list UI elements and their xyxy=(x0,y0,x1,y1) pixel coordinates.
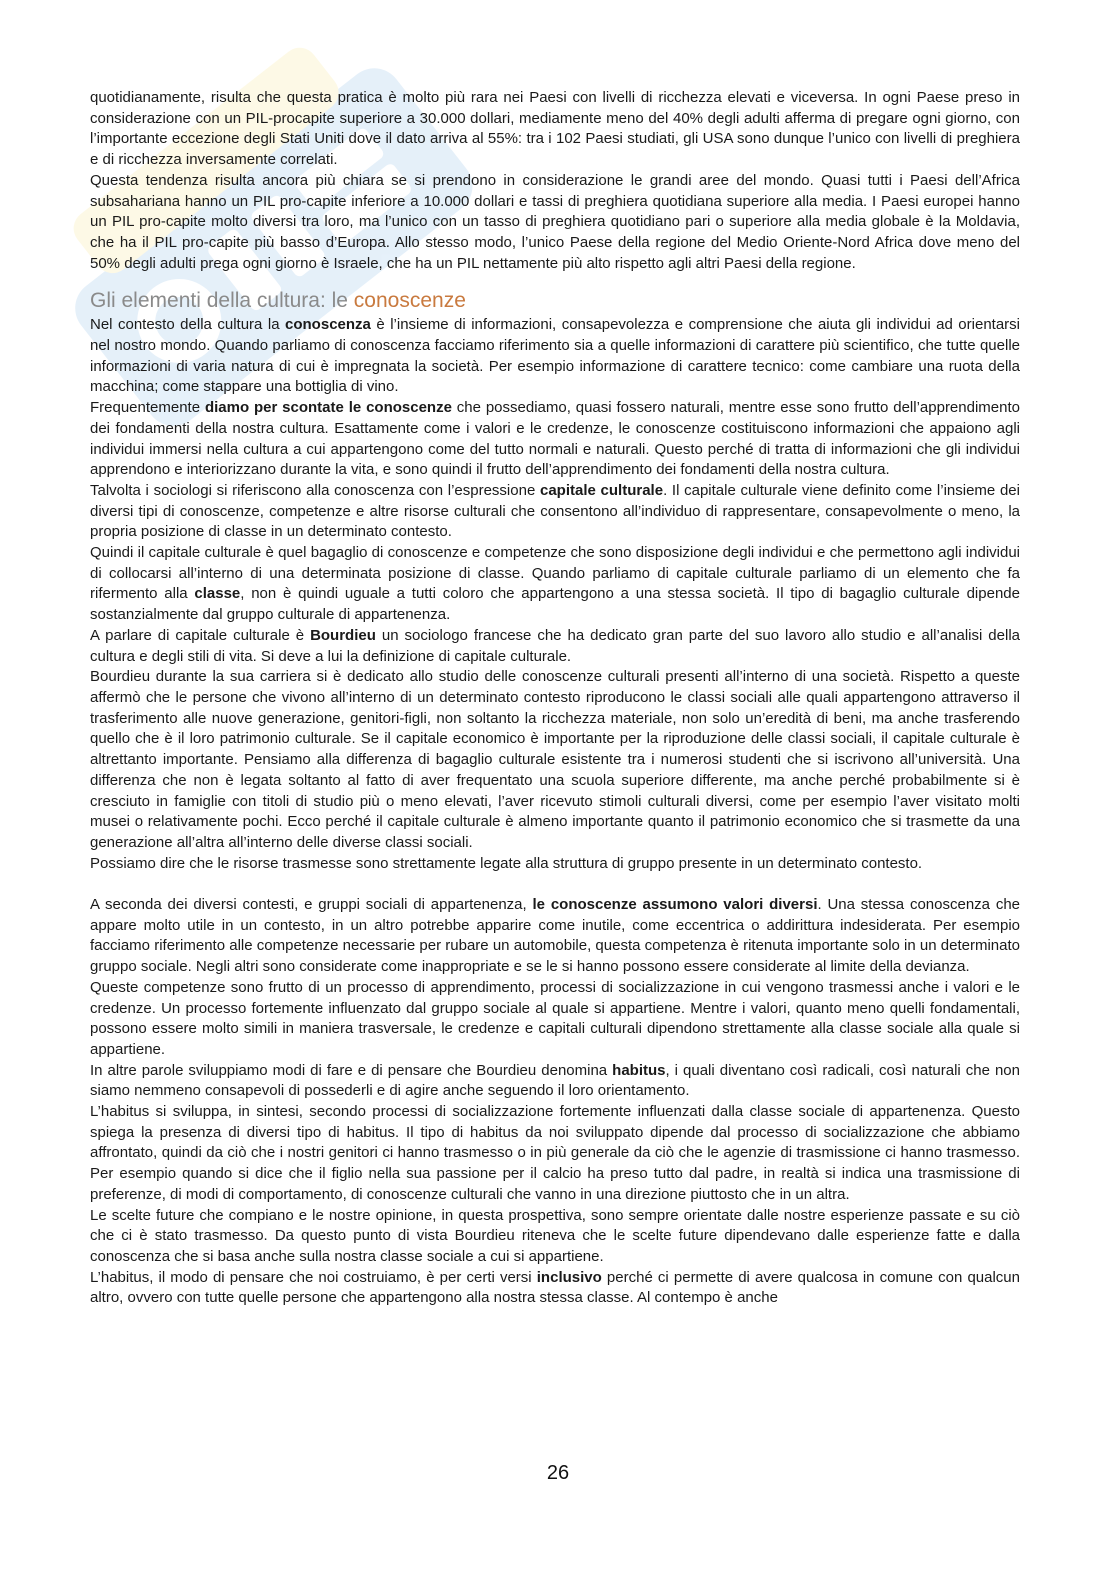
paragraph-text: . Il capitale culturale viene definito come l’insieme dei diversi tipi di conoscenze, competenze e altre risorse culturali che consentono all’individuo di rappresentare, consapevolmente o meno, la propria posizione di classe in un determinato contesto. xyxy=(90,481,1020,541)
paragraph-text: , non è quindi uguale a tutti coloro che appartengono a una stessa società. Il tipo di bagaglio culturale dipende sostanzialmente dal gruppo culturale di appartenenza. xyxy=(90,585,1020,624)
body-paragraph xyxy=(90,1268,1020,1309)
body-paragraph xyxy=(90,88,1020,171)
bold-term: capitale culturale xyxy=(539,481,664,499)
body-paragraph xyxy=(90,1206,1020,1268)
paragraph-text: Talvolta i sociologi si riferiscono alla conoscenza con l’espressione xyxy=(90,481,540,499)
paragraph-text: Nel contesto della cultura la xyxy=(90,316,286,334)
paragraph-text: . Una stessa conoscenza che appare molto utile in un contesto, in un altro potrebbe apparire come inutile, come eccentrica o addirittura indesiderata. Per esempio facciamo riferimento alle competenze necessarie per rubare un automobile, questa competenza è ritenuta importante solo in un determinato gruppo sociale. Negli altri sono considerate come inappropriate e se le si hanno possono essere considerate al limite della devianza. xyxy=(90,896,1021,976)
paragraph-text: Possiamo dire che le risorse trasmesse sono strettamente legate alla struttura di gruppo presente in un determinato contesto. xyxy=(90,854,923,872)
bold-term: diamo per scontate le conoscenze xyxy=(204,399,452,417)
paragraph-text: perché ci permette di avere qualcosa in comune con qualcun altro, ovvero con tutte quelle persone che appartengono alla nostra stessa classe. Al contempo è anche xyxy=(90,1268,1020,1307)
section-paragraphs xyxy=(90,315,1020,874)
bold-term: le conoscenze assumono valori diversi xyxy=(532,896,818,913)
bold-term: Bourdieu xyxy=(310,626,376,644)
paragraph-text: A seconda dei diversi contesti, e gruppi sociali di appartenenza, xyxy=(90,896,533,913)
bold-term: classe xyxy=(194,585,241,603)
paragraph-text: A parlare di capitale culturale è xyxy=(90,626,311,644)
body-paragraph xyxy=(90,854,1020,875)
body-paragraph xyxy=(90,1102,1020,1206)
paragraph-text: quotidianamente, risulta che questa pratica è molto più rara nei Paesi con livelli di ricchezza elevati e viceversa. In ogni Paese preso in considerazione con un PIL-procapite superiore a 30.000 dollari, mediamente meno del 40% degli adulti afferma di pregare ogni giorno, con l’importante eccezione degli Stati Uniti dove il dato arriva al 55%: tra i 102 Paesi studiati, gli USA sono dunque l’unico con livelli di preghiera e di ricchezza inversamente correlati. xyxy=(90,89,1020,169)
paragraph-text: Frequentemente xyxy=(90,399,205,417)
body-paragraph xyxy=(90,315,1020,398)
body-paragraph xyxy=(90,978,1020,1061)
body-paragraph xyxy=(90,543,1020,626)
bold-term: habitus xyxy=(612,1061,666,1079)
paragraph-text: , i quali diventano così radicali, così naturali che non siamo nemmeno consapevoli di possederli e di agire anche seguendo il loro orientamento. xyxy=(90,1061,1020,1100)
body-paragraph xyxy=(90,667,1020,853)
body-paragraph xyxy=(90,171,1020,275)
paragraph-gap xyxy=(90,874,1020,895)
paragraph-text: Quindi il capitale culturale è quel bagaglio di conoscenze e competenze che sono disposizione degli individui e che permettono agli individui di collocarsi all’interno di una determinata posizione di classe. Quando parliamo di capitale culturale parliamo di un elemento che fa rifermento alla xyxy=(90,544,1020,603)
section-heading xyxy=(90,287,1020,315)
page-number: 26 xyxy=(546,1462,570,1484)
body-paragraph xyxy=(90,398,1020,481)
bold-term: conoscenza xyxy=(285,316,371,334)
bold-term: inclusivo xyxy=(536,1268,602,1286)
section-heading-text: Gli elementi della cultura: le xyxy=(90,289,354,313)
paragraph-text: che possediamo, quasi fossero naturali, mentre esse sono frutto dell’apprendimento dei fondamenti della nostra cultura. Esattamente come i valori e le credenze, le conoscenze costituiscono informazioni che appaiono agli individui immersi nella cultura a cui appartengono come del tutto normali e naturali. Questo perché di tratta di informazioni che gli individui apprendono e interiorizzano durante la vita, e sono quindi il frutto dell’apprendimento dei fondamenti della nostra cultura. xyxy=(90,399,1020,479)
tail-paragraphs xyxy=(90,895,1020,1309)
paragraph-text: un sociologo francese che ha dedicato gran parte del suo lavoro allo studio e all’analisi della cultura e degli stili di vita. Si deve a lui la definizione di capitale culturale. xyxy=(90,626,1020,665)
paragraph-text: Bourdieu durante la sua carriera si è dedicato allo studio delle conoscenze culturali presenti all’interno di una società. Rispetto a queste affermò che le persone che vivono all’interno di un determinato contesto riproducono le classi sociali alle quali appartengono attraverso il trasferimento alle nuove generazione, genitori-figli, non soltanto la ricchezza materiale, non solo un’eredità di beni, ma anche trasferendo quello che è il loro patrimonio culturale. Se il capitale economico è importante per la riproduzione delle classi sociali, il capitale culturale è altrettanto importante. Pensiamo alla differenza di bagaglio culturale esistente tra i numerosi studenti che si iscrivono all’università. Una differenza che non è legata soltanto al fatto di aver frequentato una scuola superiore differente, ma anche perché probabilmente si è cresciuto in famiglie con titoli di studio più o meno elevati, l’aver ricevuto stimoli culturali diversi, come per esempio l’aver visitato molti musei o relativamente pochi. Ecco perché il capitale culturale è almeno importante quanto il patrimonio economico che si trasmette da una generazione all’altra all’interno delle diverse classi sociali. xyxy=(90,668,1020,851)
body-paragraph xyxy=(90,1061,1020,1102)
paragraph-text: In altre parole sviluppiamo modi di fare e di pensare che Bourdieu denomina xyxy=(90,1061,613,1079)
intro-paragraphs xyxy=(90,88,1020,274)
paragraph-text: L’habitus si sviluppa, in sintesi, secondo processi di socializzazione fortemente influenzati dalla classe sociale di appartenenza. Questo spiega la presenza di diversi tipo di habitus. Il tipo di habitus da noi sviluppato dipende dal processo di socializzazione che abbiamo affrontato, quindi da ciò che i nostri genitori ci hanno trasmesso o in più generale da ciò che le agenzie di trasmissione ci hanno trasmesso. Per esempio quando si dice che il figlio nella sua passione per il calcio ha preso tutto dal padre, in realtà si indica una trasmissione di preferenze, di modi di comportamento, di conoscenze culturali che vanno in una direzione piuttosto che in un altra. xyxy=(90,1103,1020,1203)
body-paragraph xyxy=(90,626,1020,667)
paragraph-text: è l’insieme di informazioni, consapevolezza e comprensione che aiuta gli individui ad orientarsi nel nostro mondo. Quando parliamo di conoscenza facciamo riferimento sia a quelle informazioni di carattere più scientifico, che tutte quelle informazioni di varia natura di cui è impregnata la società. Per esempio informazione di carattere tecnico: come cambiare una ruota della macchina; come stappare una bottiglia di vino. xyxy=(90,316,1020,396)
paragraph-text: Questa tendenza risulta ancora più chiara se si prendono in considerazione le grandi aree del mondo. Quasi tutti i Paesi dell’Africa subsahariana hanno un PIL pro-capite inferiore a 10.000 dollari e tassi di preghiera quotidiana superiore alla media. I Paesi europei hanno un PIL pro-capite molto diversi tra loro, ma l’unico con un tasso di preghiera quotidiano pari o superiore alla media globale è la Moldavia, che ha il PIL pro-capite più basso d’Europa. Allo stesso modo, l’unico Paese della regione del Medio Oriente-Nord Africa dove meno del 50% degli adulti prega ogni giorno è Israele, che ha un PIL nettamente più alto rispetto agli altri Paesi della regione. xyxy=(90,171,1020,272)
paragraph-text: Queste competenze sono frutto di un processo di apprendimento, processi di socializzazione in cui vengono trasmessi anche i valori e le credenze. Un processo fortemente influenzato dal gruppo sociale al quale si appartiene. Mentre i valori, quanto meno quelli fondamentali, possono essere molto simili in maniera trasversale, le credenze e capitali culturali dipendono strettamente alla classe sociale alla quale si appartiene. xyxy=(90,978,1020,1058)
body-paragraph xyxy=(90,895,1020,978)
paragraph-text: L’habitus, il modo di pensare che noi costruiamo, è per certi versi xyxy=(90,1268,537,1286)
body-paragraph xyxy=(90,481,1020,543)
section-heading-accent: conoscenze xyxy=(353,289,466,313)
document-page xyxy=(90,88,1020,1309)
paragraph-text: Le scelte future che compiano e le nostre opinione, in questa prospettiva, sono sempre orientate dalle nostre esperienze passate e su ciò che ci è stato trasmesso. Da questo punto di vista Bourdieu riteneva che le scelte future dipendevano dalle esperienze fatte e dalla conoscenza che si basa anche sulla nostra classe sociale a cui si appartiene. xyxy=(90,1206,1020,1265)
